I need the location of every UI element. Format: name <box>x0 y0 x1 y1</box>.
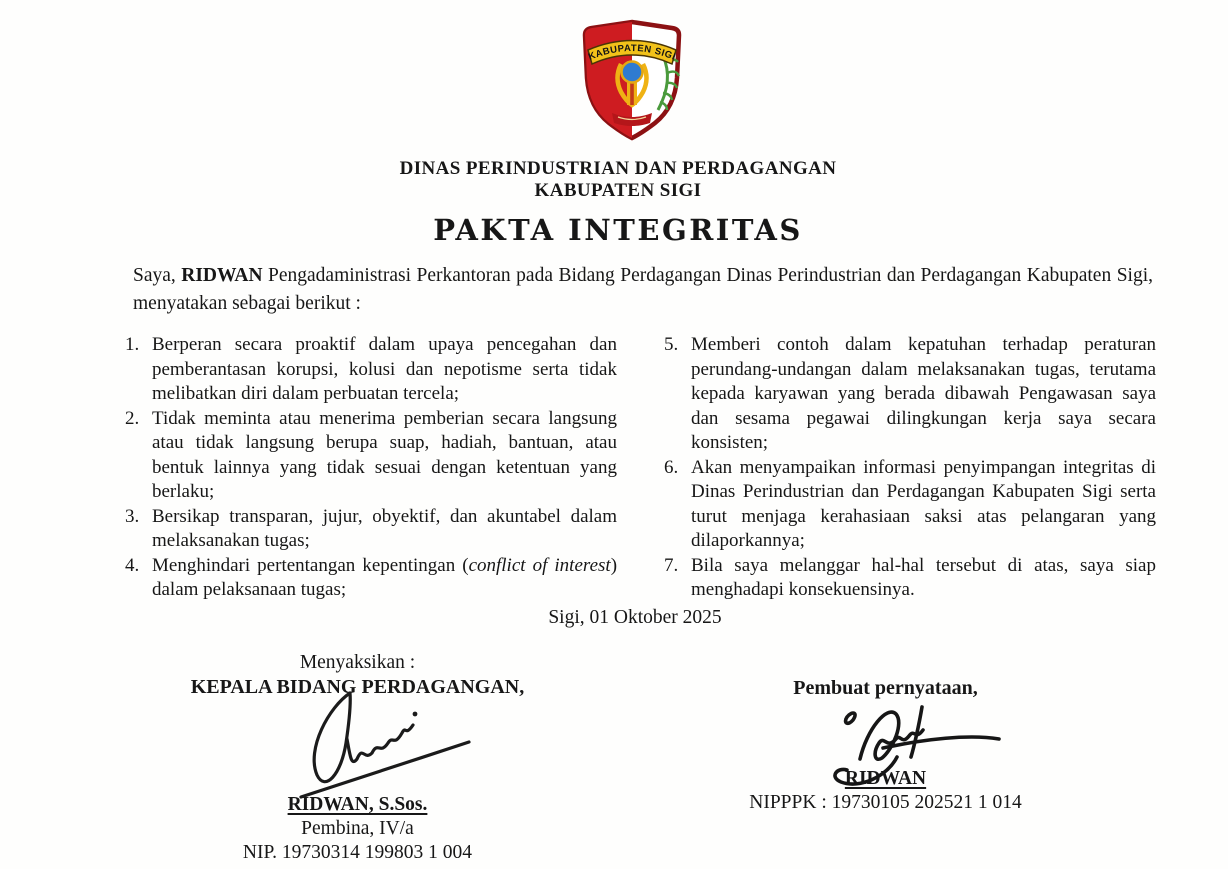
item-number: 7. <box>664 554 679 576</box>
witness-name: RIDWAN, S.Sos. <box>287 794 428 815</box>
item-number: 4. <box>125 554 140 576</box>
item-text: Bersikap transparan, jujur, obyektif, dan akuntabel dalam melaksanakan tugas; <box>152 505 617 551</box>
item-text: Memberi contoh dalam kepatuhan terhadap peraturan perundang-undangan dalam melaksanakan tugas, terutama kepada karyawan yang berada dibawah Pengawasan saya dan sesama pegawai dilingkungan kerja saya secara konsisten; <box>691 334 1156 453</box>
list-item <box>125 505 617 554</box>
kabupaten-sigi-seal-icon <box>576 6 688 144</box>
item-text-pre: Menghindari pertentangan kepentingan ( <box>152 554 469 576</box>
item-number: 6. <box>664 456 679 478</box>
declarant-nip: NIPPPK : 19730105 202521 1 014 <box>749 792 1022 813</box>
commitment-column-left <box>125 333 617 603</box>
letterhead <box>0 158 1228 247</box>
opening-prefix: Saya, <box>133 265 182 286</box>
seal-banner-text: KABUPATEN SIGI <box>586 42 678 63</box>
commitment-column-right <box>664 333 1156 603</box>
place-date-line: Sigi, 01 Oktober 2025 <box>548 607 722 628</box>
item-text: Tidak meminta atau menerima pemberian secara langsung atau tidak langsung berupa suap, hadiah, bantuan, atau bentuk lainnya yang tidak sesuai dengan ketentuan yang berlaku; <box>152 407 617 502</box>
item-number: 3. <box>125 505 140 527</box>
witness-signature-block <box>150 651 565 865</box>
witness-rank: Pembina, IV/a <box>301 818 414 839</box>
declarant-signature-area <box>678 700 1093 767</box>
item-text-italic: conflict of interest <box>468 554 611 576</box>
commitment-list <box>125 333 1157 603</box>
list-item <box>664 554 1156 603</box>
item-number: 1. <box>125 334 140 355</box>
document-title: PAKTA INTEGRITAS <box>433 213 803 247</box>
item-number: 5. <box>664 334 679 355</box>
item-text: Akan menyampaikan informasi penyimpangan integritas di Dinas Perindustrian dan Perdagangan Kabupaten Sigi serta turut menjaga kerahasiaan saksi atas pelangaran yang dilaporkannya; <box>691 456 1156 551</box>
declarant-name-inline: RIDWAN <box>181 265 263 286</box>
item-text: Bila saya melanggar hal-hal tersebut di atas, saya siap menghadapi konsekuensinya. <box>691 554 1156 600</box>
opening-statement <box>133 262 1153 318</box>
witness-label: Menyaksikan : <box>299 652 416 673</box>
list-item <box>125 554 617 603</box>
list-item <box>125 407 617 505</box>
agency-name-line1: DINAS PERINDUSTRIAN DAN PERDAGANGAN <box>399 158 837 179</box>
witness-nip: NIP. 19730314 199803 1 004 <box>242 842 473 863</box>
declarant-name: RIDWAN <box>844 768 927 789</box>
list-item <box>664 333 1156 456</box>
witness-role: KEPALA BIDANG PERDAGANGAN, <box>190 676 525 698</box>
item-number: 2. <box>125 407 140 429</box>
item-text: Berperan secara proaktif dalam upaya pencegahan dan pemberantasan korupsi, kolusi dan nepotisme serta tidak melibatkan diri dalam perbuatan tercela; <box>152 334 617 404</box>
list-item <box>664 456 1156 554</box>
opening-rest: Pengadaministrasi Perkantoran pada Bidang Perdagangan Dinas Perindustrian dan Perdagangan Kabupaten Sigi, menyatakan sebagai berikut : <box>133 265 1153 314</box>
witness-signature-area <box>150 699 565 793</box>
list-item <box>125 333 617 407</box>
agency-name-line2: KABUPATEN SIGI <box>534 180 702 201</box>
declarant-signature-block <box>678 676 1093 815</box>
item-text-post: ) dalam pelaksanaan tugas; <box>152 554 618 600</box>
item-text <box>152 554 617 603</box>
declarant-role: Pembuat pernyataan, <box>793 677 978 699</box>
